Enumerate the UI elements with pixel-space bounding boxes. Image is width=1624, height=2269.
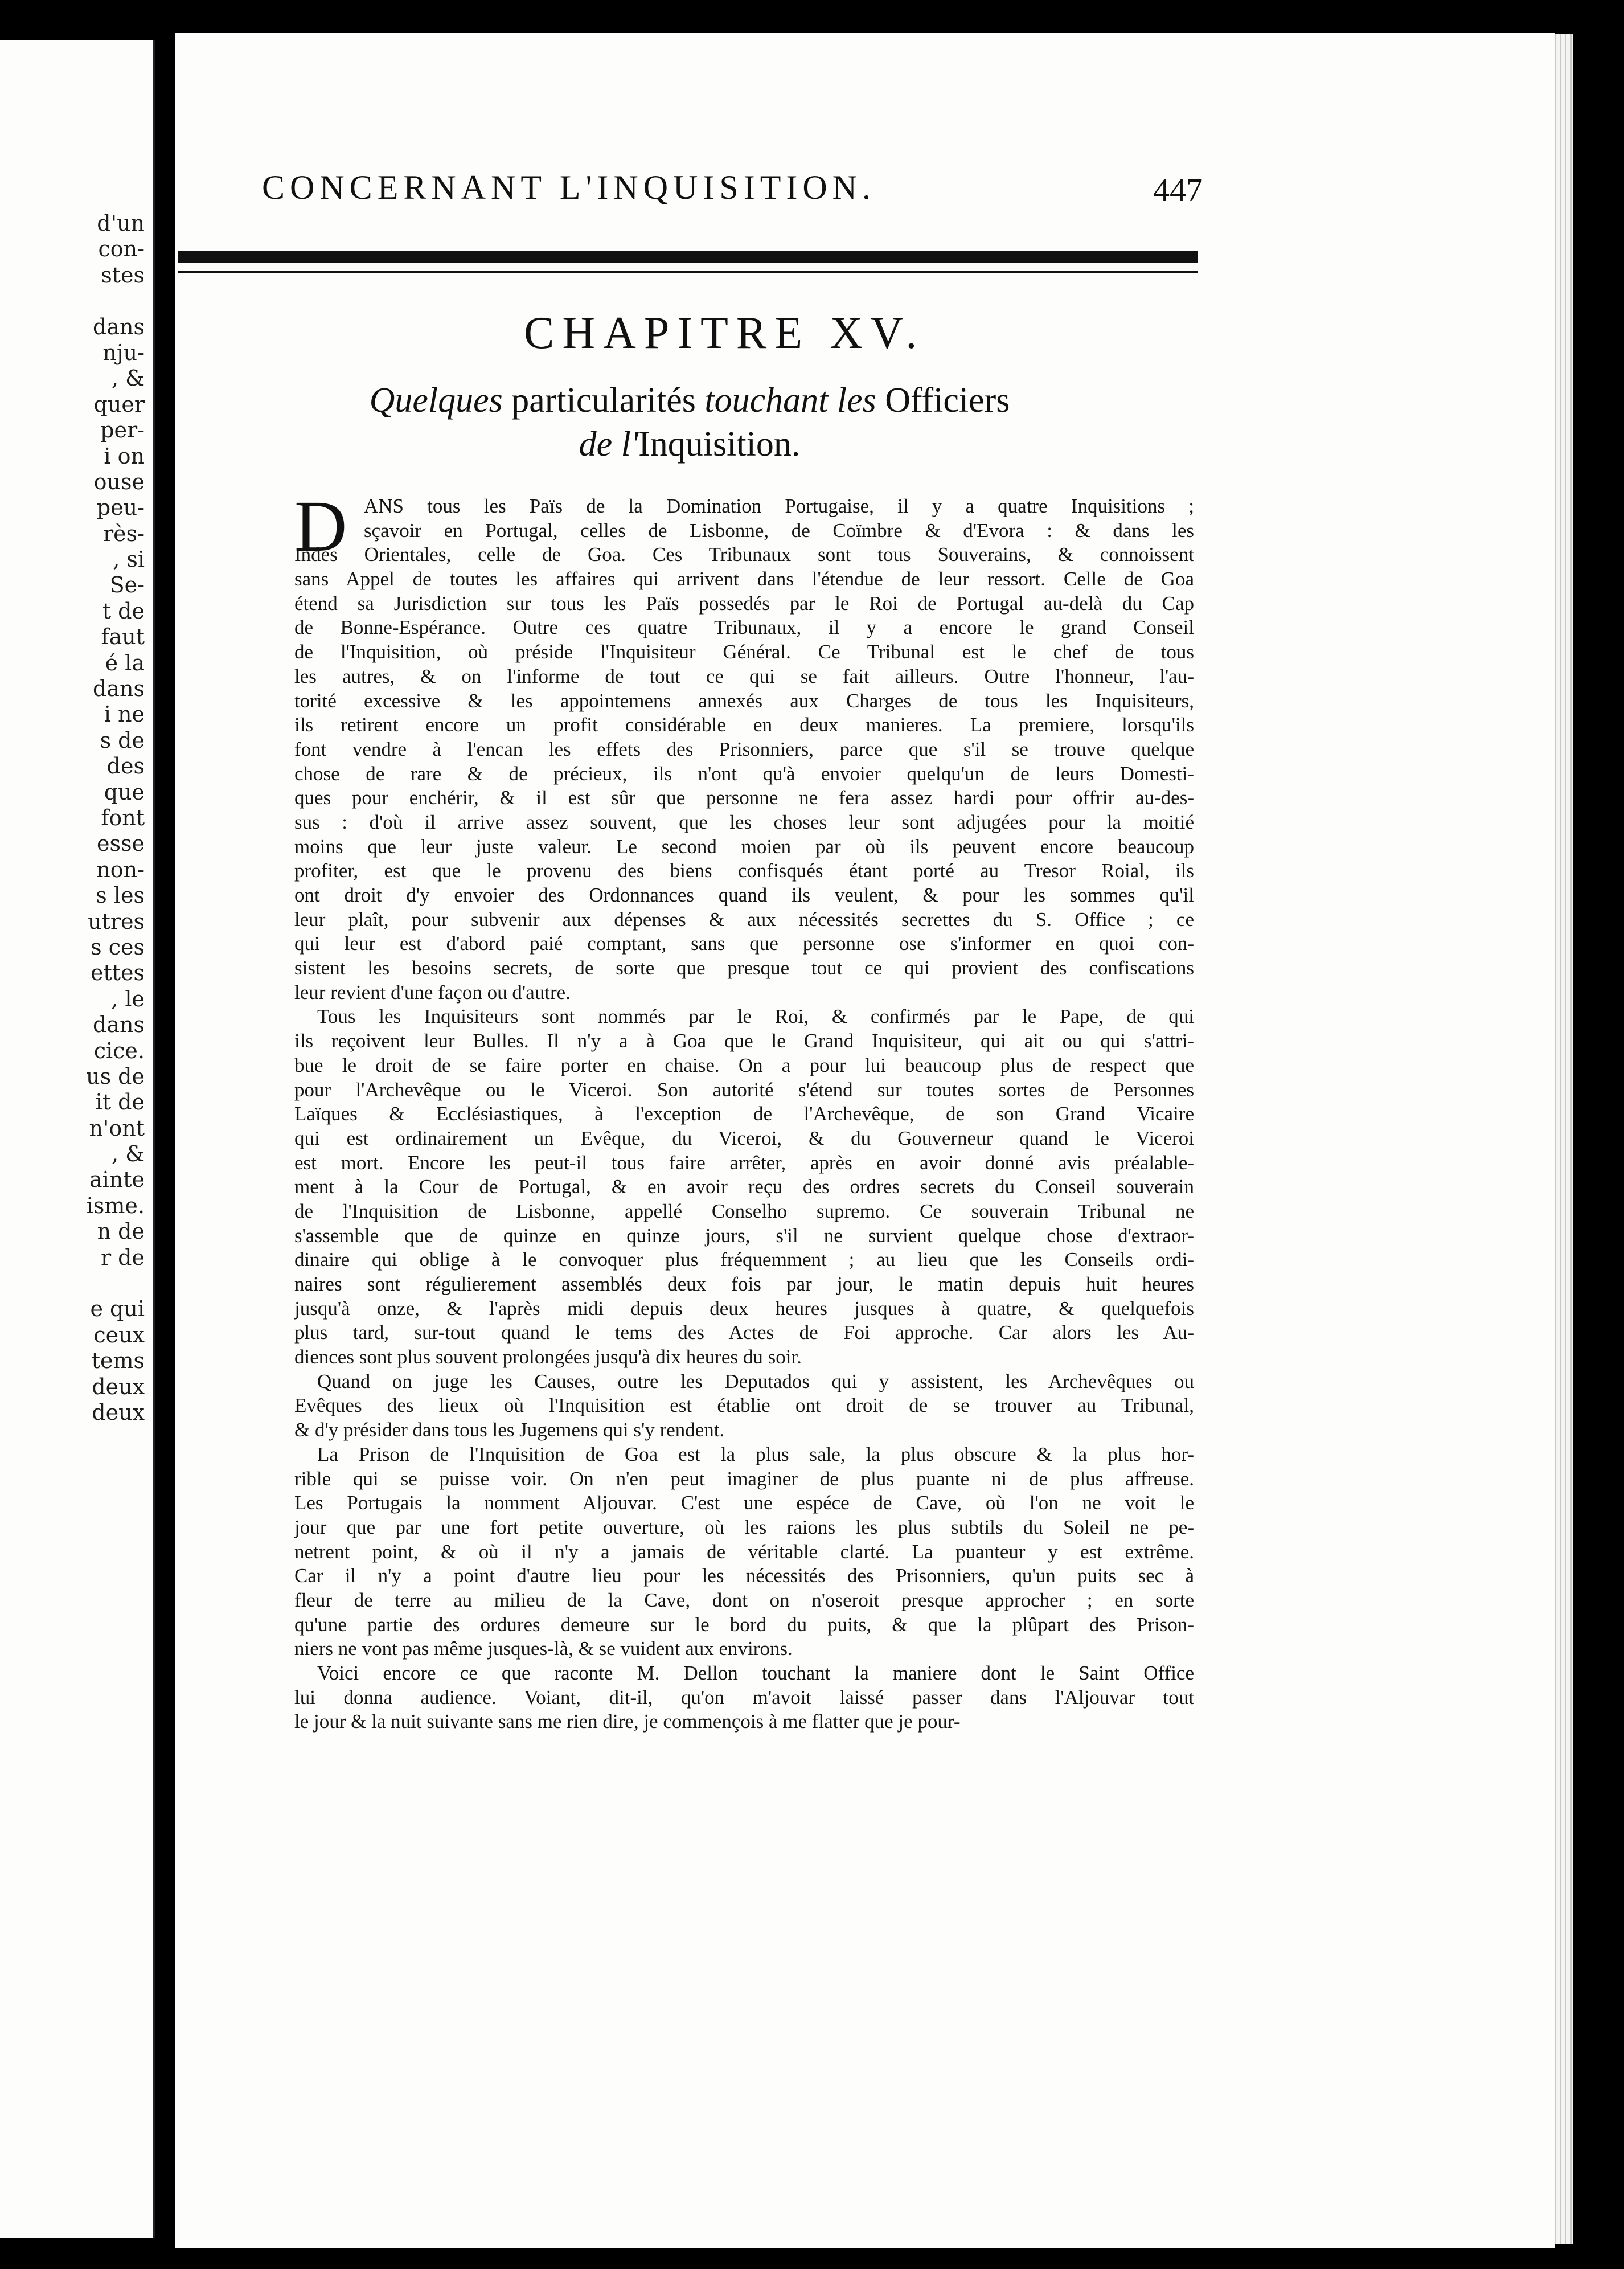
text-line: Les Portugais la nomment Aljouvar. C'est une espéce de Cave, où l'on ne voit le	[294, 1492, 1194, 1514]
chapter-subtitle-line-2	[0, 424, 1379, 465]
text-line: s'assemble que de quinze en quinze jours, s'il ne survient quelque chose d'extraor-	[294, 1224, 1194, 1247]
text-line: jusqu'à onze, & l'après midi depuis deux heures jusques à quatre, & quelquefois	[294, 1297, 1194, 1320]
facing-page-line: e qui	[90, 1296, 145, 1322]
facing-page-line: d'un	[97, 211, 145, 236]
text-line: Laïques & Ecclésiastiques, à l'exception de l'Archevêque, de son Grand Vicaire	[294, 1103, 1194, 1125]
subtitle-word: Quelques	[369, 381, 503, 420]
text-line: qui est ordinairement un Evêque, du Viceroi, & du Gouverneur quand le Viceroi	[294, 1127, 1194, 1149]
text-line: bue le droit de se faire porter en chaise. On a pour lui beaucoup plus de respect que	[294, 1054, 1194, 1076]
facing-page-line: , &	[112, 1141, 145, 1167]
text-line: & d'y présider dans tous les Jugemens qui s'y rendent.	[294, 1419, 725, 1441]
facing-page-line: s de	[100, 727, 145, 753]
facing-page-line: deux	[92, 1374, 145, 1399]
subtitle-word: Inquisition.	[638, 425, 801, 464]
facing-page-line: é la	[105, 650, 145, 675]
text-line: plus tard, sur-tout quand le tems des Actes de Foi approche. Car alors les Au-	[294, 1321, 1194, 1344]
paragraph	[294, 1443, 1194, 1661]
subtitle-word: de l'	[579, 425, 639, 464]
facing-page-line: ceux	[93, 1322, 145, 1348]
facing-page-line: , &	[112, 366, 145, 391]
text-line: est mort. Encore les peut-il tous faire arrêter, après en avoir donné avis préalable-	[294, 1151, 1194, 1174]
facing-page-line: isme.	[86, 1193, 145, 1218]
text-line: pour l'Archevêque ou le Viceroi. Son autorité s'étend sur toutes sortes de Personnes	[294, 1078, 1194, 1101]
text-line: ont droit d'y envoier des Ordonnances quand ils veulent, & pour les sommes qu'il	[294, 884, 1194, 906]
facing-page-line: cice.	[93, 1038, 145, 1063]
facing-page-line: ouse	[93, 469, 145, 494]
facing-page-line: rès-	[103, 521, 145, 546]
facing-page-line: stes	[101, 262, 145, 288]
text-line: torité excessive & les appointemens annexés aux Charges de tous les Inquisiteurs,	[294, 689, 1194, 712]
running-head: CONCERNANT L'INQUISITION.	[262, 169, 876, 206]
text-line: sçavoir en Portugal, celles de Lisbonne, de Coïmbre & d'Evora : & dans les	[364, 519, 1194, 542]
facing-page	[0, 40, 155, 2238]
subtitle-word: Officiers	[885, 381, 1010, 420]
text-line: fleur de terre au milieu de la Cave, dont on n'oseroit presque approcher ; en sorte	[294, 1588, 1194, 1611]
text-line: jour que par une fort petite ouverture, où les raions les plus subtils du Soleil ne pe-	[294, 1516, 1194, 1538]
facing-page-line: Se-	[109, 572, 145, 598]
text-line: leur revient d'une façon ou d'autre.	[294, 981, 571, 1004]
text-line: Tous les Inquisiteurs sont nommés par le Roi, & confirmés par le Pape, de qui	[317, 1005, 1194, 1028]
subtitle-word: les	[836, 381, 876, 420]
text-line: ment à la Cour de Portugal, & en avoir reçu des ordres secrets du Conseil souverain	[294, 1176, 1194, 1198]
chapter-subtitle-line-1	[0, 380, 1379, 421]
facing-page-line: dans	[93, 1012, 145, 1038]
facing-page-line: n'ont	[89, 1115, 145, 1141]
facing-page-line: peu-	[96, 495, 145, 521]
facing-page-line: esse	[97, 831, 145, 857]
facing-page-line: quer	[93, 391, 145, 417]
header-rule-thick	[178, 251, 1198, 263]
text-line: étend sa Jurisdiction sur tous les Païs possedés par le Roi de Portugal au-delà du Cap	[294, 592, 1194, 615]
facing-page-line: t de	[102, 598, 145, 624]
text-line: netrent point, & où il n'y a jamais de véritable clarté. La puanteur y est extrême.	[294, 1540, 1194, 1563]
text-line: leur plaît, pour subvenir aux dépenses & aux nécessités secrettes du S. Office ; ce	[294, 908, 1194, 931]
page-number: 447	[1153, 171, 1203, 208]
text-line: profiter, est que le provenu des biens confisqués étant porté au Tresor Roial, ils	[294, 859, 1194, 882]
text-line: ils reçoivent leur Bulles. Il n'y a à Goa que le Grand Inquisiteur, qui ait ou qui s'attri-	[294, 1030, 1194, 1052]
facing-page-line: non-	[96, 857, 145, 882]
text-line: rible qui se puisse voir. On n'en peut imaginer de plus puante ni de plus affreuse.	[294, 1467, 1194, 1490]
facing-page-line: deux	[92, 1399, 145, 1425]
text-line: le jour & la nuit suivante sans me rien dire, je commençois à me flatter que je pour-	[294, 1710, 961, 1733]
text-line: font vendre à l'encan les effets des Prisonniers, parce que s'il se trouve quelque	[294, 738, 1194, 760]
facing-page-line: que	[104, 779, 145, 805]
text-line: Quand on juge les Causes, outre les Deputados qui y assistent, les Archevêques ou	[317, 1370, 1194, 1392]
header-rule-thin	[178, 271, 1198, 273]
text-line: sus : d'où il arrive assez souvent, que les choses leur sont adjugées pour la moitié	[294, 810, 1194, 833]
chapter-title: CHAPITRE XV.	[524, 308, 925, 358]
facing-page-line	[86, 288, 145, 314]
text-line: Indes Orientales, celle de Goa. Ces Tribunaux sont tous Souverains, & connoissent	[294, 543, 1194, 566]
body-text	[294, 494, 1194, 1734]
paragraph	[294, 494, 1194, 1005]
text-line: La Prison de l'Inquisition de Goa est la plus sale, la plus obscure & la plus hor-	[317, 1443, 1194, 1465]
facing-page-line: ainte	[89, 1167, 145, 1193]
text-line: chose de rare & de précieux, ils n'ont qu'à envoier quelqu'un de leurs Domesti-	[294, 762, 1194, 785]
text-line: dinaire qui oblige à le convoquer plus fréquemment ; au lieu que les Conseils ordi-	[294, 1248, 1194, 1271]
facing-page-line: tems	[91, 1348, 145, 1374]
text-line: ques pour enchérir, & il est sûr que personne ne fera assez hardi pour offrir au-des-	[294, 787, 1194, 809]
text-line: Evêques des lieux où l'Inquisition est établie ont droit de se trouver au Tribunal,	[294, 1394, 1194, 1417]
text-line: diences sont plus souvent prolongées jusqu'à dix heures du soir.	[294, 1346, 802, 1369]
text-line: lui donna audience. Voiant, dit-il, qu'on m'avoit laissé passer dans l'Aljouvar tout	[294, 1686, 1194, 1709]
text-line: les autres, & on l'informe de tout ce qui se fait ailleurs. Outre l'honneur, l'au-	[294, 665, 1194, 687]
facing-page-line: us de	[86, 1063, 145, 1089]
facing-page-line: dans	[93, 676, 145, 702]
facing-page-line: r de	[100, 1244, 145, 1270]
facing-page-line: s ces	[91, 934, 145, 960]
facing-page-line: utres	[88, 908, 145, 934]
text-line: qui leur est d'abord paié comptant, sans que personne ose s'informer en quoi con-	[294, 932, 1194, 955]
facing-page-line: ettes	[90, 960, 145, 986]
facing-page-line: i ne	[104, 702, 145, 727]
paragraph	[294, 1005, 1194, 1369]
facing-page-line: i on	[104, 443, 145, 469]
text-line: ils retirent encore un profit considérable en deux manieres. La premiere, lorsqu'ils	[294, 714, 1194, 736]
facing-page-line: it de	[95, 1090, 145, 1115]
subtitle-word: particularités	[511, 381, 696, 420]
text-line: sans Appel de toutes les affaires qui arrivent dans l'étendue de leur ressort. Celle de Goa	[294, 568, 1194, 591]
text-line: niers ne vont pas même jusques-là, & se vuident aux environs.	[294, 1637, 793, 1660]
facing-page-line: , le	[111, 986, 145, 1011]
text-line: Voici encore ce que raconte M. Dellon touchant la maniere dont le Saint Office	[317, 1662, 1194, 1684]
text-line: moins que leur juste valeur. Le second moien par où ils peuvent encore beaucoup	[294, 835, 1194, 858]
paragraph	[294, 1370, 1194, 1443]
facing-page-line	[86, 1271, 145, 1296]
facing-page-line: n de	[97, 1219, 145, 1244]
text-line: naires sont régulierement assemblés deux fois par jour, le matin depuis huit heures	[294, 1273, 1194, 1295]
text-line: de l'Inquisition, où préside l'Inquisiteur Général. Ce Tribunal est le chef de tous	[294, 641, 1194, 664]
facing-page-line: faut	[101, 624, 145, 650]
subtitle-word: touchant	[704, 381, 829, 420]
text-line: ANS tous les Païs de la Domination Portugaise, il y a quatre Inquisitions ;	[364, 495, 1194, 517]
facing-page-line: per-	[100, 417, 145, 443]
facing-page-line: font	[101, 805, 145, 830]
text-line: de Bonne-Espérance. Outre ces quatre Tribunaux, il y a encore le grand Conseil	[294, 616, 1194, 639]
text-line: qu'une partie des ordures demeure sur le bord du puits, & que la plûpart des Prison-	[294, 1613, 1194, 1636]
text-line: sistent les besoins secrets, de sorte que presque tout ce qui provient des confiscations	[294, 957, 1194, 980]
text-line: de l'Inquisition de Lisbonne, appellé Conselho supremo. Ce souverain Tribunal ne	[294, 1199, 1194, 1222]
facing-page-line: s les	[96, 883, 145, 908]
text-line: Car il n'y a point d'autre lieu pour les nécessités des Prisonniers, qu'un puits sec à	[294, 1564, 1194, 1587]
facing-page-line: dans	[93, 314, 145, 339]
paragraph	[294, 1661, 1194, 1734]
drop-cap: D	[294, 486, 347, 567]
facing-page-line: des	[106, 753, 145, 779]
facing-page-line: , si	[113, 547, 145, 572]
facing-page-line: nju-	[102, 339, 145, 365]
facing-page-line: con-	[98, 236, 145, 262]
